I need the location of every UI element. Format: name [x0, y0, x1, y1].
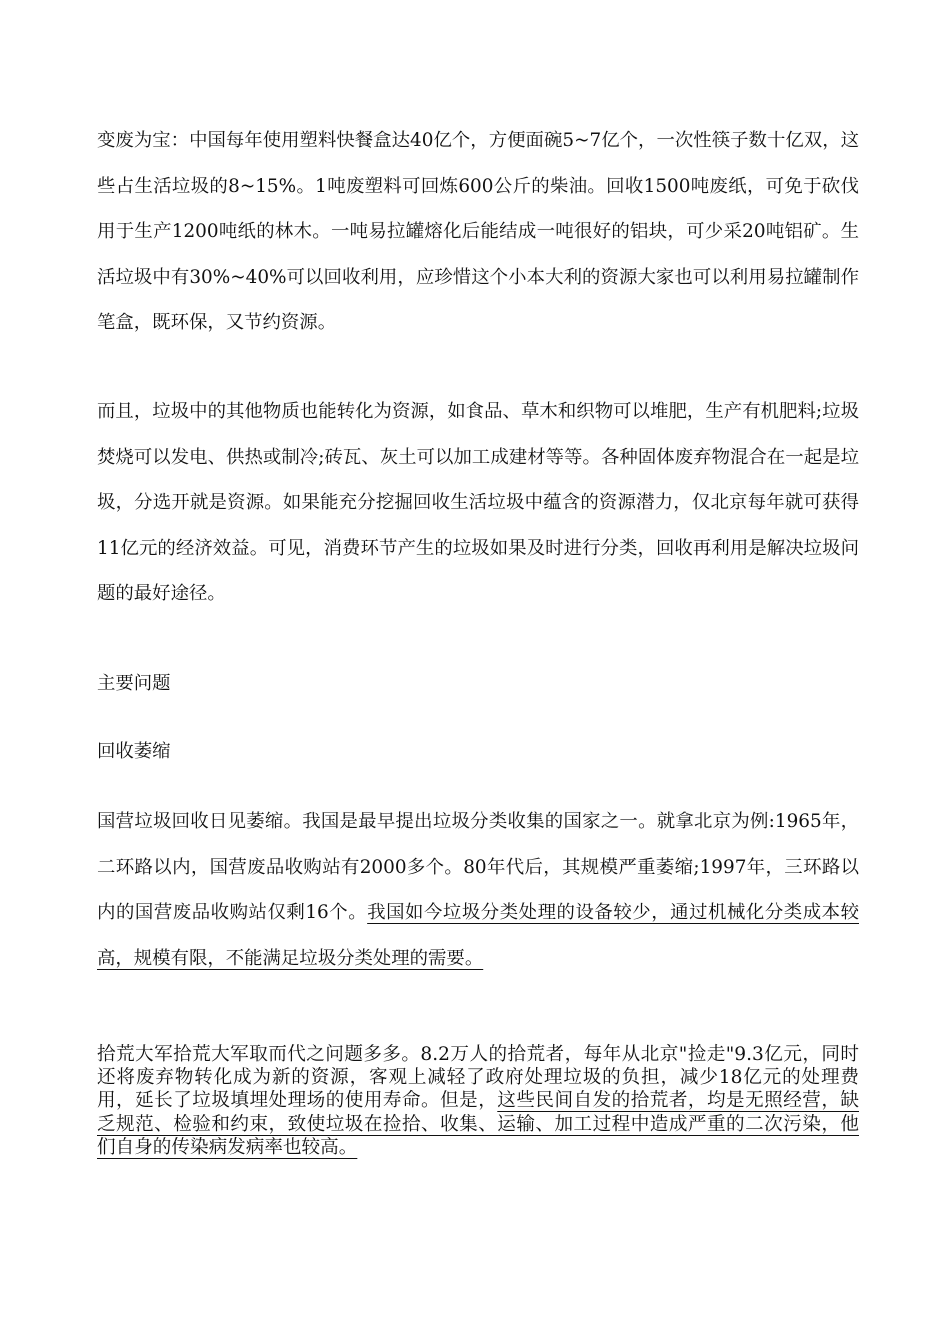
- paragraph-state-recycling: [97, 799, 859, 981]
- heading-main-issues: 主要问题: [97, 673, 171, 694]
- underlined-text: 我国如今垃圾分类处理的设备较少，通过机械化分类成本较高，规模有限，不能满足垃圾分类处理的需要。: [97, 902, 859, 969]
- underlined-text: 这些民间自发的拾荒者，均是无照经营，缺乏规范、检验和约束，致使垃圾在捡拾、收集、运输、加工过程中造成严重的二次污染，他们自身的传染病发病率也较高。: [97, 1090, 859, 1158]
- paragraph-resource-conversion: 而且，垃圾中的其他物质也能转化为资源，如食品、草木和织物可以堆肥，生产有机肥料;垃圾焚烧可以发电、供热或制冷;砖瓦、灰土可以加工成建材等等。各种固体废弃物混合在一起是垃圾，分选开就是资源。如果能充分挖掘回收生活垃圾中蕴含的资源潜力，仅北京每年就可获得11亿元的经济效益。可见，消费环节产生的垃圾如果及时进行分类，回收再利用是解决垃圾问题的最好途径。: [97, 401, 859, 605]
- paragraph-text: 国营垃圾回收日见萎缩。我国是最早提出垃圾分类收集的国家之一。就拿北京为例:1965年，二环路以内，国营废品收购站有2000多个。80年代后，其规模严重萎缩;1997年，三环路以内的国营废品收购站仅剩16个。: [97, 811, 859, 924]
- heading-recycling-decline: 回收萎缩: [97, 741, 171, 762]
- paragraph-recycling-value: 变废为宝：中国每年使用塑料快餐盒达40亿个，方便面碗5~7亿个，一次性筷子数十亿双，这些占生活垃圾的8~15%。1吨废塑料可回炼600公斤的柴油。回收1500吨废纸，可免于砍伐用于生产1200吨纸的林木。一吨易拉罐熔化后能结成一吨很好的铝块，可少采20吨铝矿。生活垃圾中有30%~40%可以回收利用，应珍惜这个小本大利的资源大家也可以利用易拉罐制作笔盒，既环保，又节约资源。: [97, 130, 859, 334]
- paragraph-scavengers: [97, 1043, 859, 1159]
- paragraph-text: 拾荒大军拾荒大军取而代之问题多多。8.2万人的拾荒者，每年从北京"捡走"9.3亿元，同时还将废弃物转化成为新的资源，客观上减轻了政府处理垃圾的负担，减少18亿元的处理费用，延长了垃圾填埋处理场的使用寿命。但是，: [97, 1044, 859, 1112]
